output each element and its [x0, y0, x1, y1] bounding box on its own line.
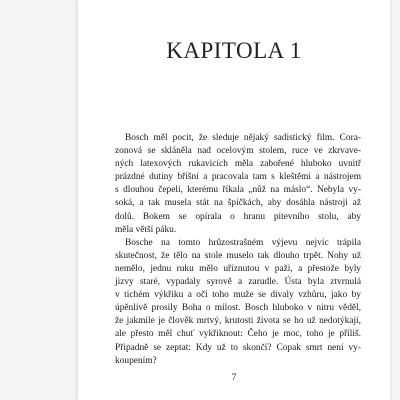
text-line: zonová se skláněla nad ocelovým stolem, ruce ve zkrvave- — [115, 146, 361, 157]
text-line: v tichém výkřiku a oči toho muže se dívaly vzhůru, jako by — [115, 290, 361, 301]
chapter-title: KAPITOLA 1 — [166, 38, 302, 63]
text-line: Bosche na tomto hrůzostrašném výjevu nejvíc trápila — [125, 237, 361, 248]
text-line: s dlouhou čepelí, kterému říkala „nůž na máslo“. Nebyla vy- — [115, 185, 361, 196]
text-line: jizvy staré, vypadaly syrově a zarudle. Ústa byla ztvrnulá — [115, 277, 361, 288]
page-number: 7 — [231, 373, 237, 383]
paragraph-2 — [115, 237, 361, 368]
text-line: úpěnlivě prosily Boha o milost. Bosch hluboko v nitru věděl, — [115, 303, 361, 314]
paragraph-1 — [115, 132, 361, 237]
text-line: Připadně se zeptat: Kdy už to skončí? Copak smrt není vy- — [115, 342, 361, 353]
text-line: skutečnost, že tělo na stole muselo tak dlouho trpět. Nohy už — [115, 250, 361, 261]
book-page — [78, 0, 390, 400]
text-line: dolů. Bokem se opírala o hranu pitevního stolu, aby — [115, 211, 361, 222]
text-line: soká, a tak musela stát na špičkách, aby dosáhla nástroji až — [115, 198, 361, 209]
text-line: koupením? — [115, 355, 157, 366]
body-text — [115, 132, 361, 368]
text-line: Bosch měl pocit, že sleduje nějaký sadistický film. Cora- — [125, 133, 361, 143]
text-line: prázdné dutiny břišní a pracovala tam s kleštěmi a nástrojem — [115, 172, 361, 183]
text-line: že jakmile je člověk mrtvý, krutosti života se ho už nedotýkají, — [115, 316, 361, 327]
text-line: ale přesto měl chuť vykřiknout: Čeho je moc, toho je příliš. — [115, 329, 361, 340]
text-line: nemělo, jednu ruku mělo uříznutou v paži, a přestože byly — [115, 263, 361, 274]
text-line: ných latexových rukavicích měla zabořené hluboko uvnitř — [115, 159, 361, 170]
text-line: měla větší páku. — [115, 224, 177, 235]
